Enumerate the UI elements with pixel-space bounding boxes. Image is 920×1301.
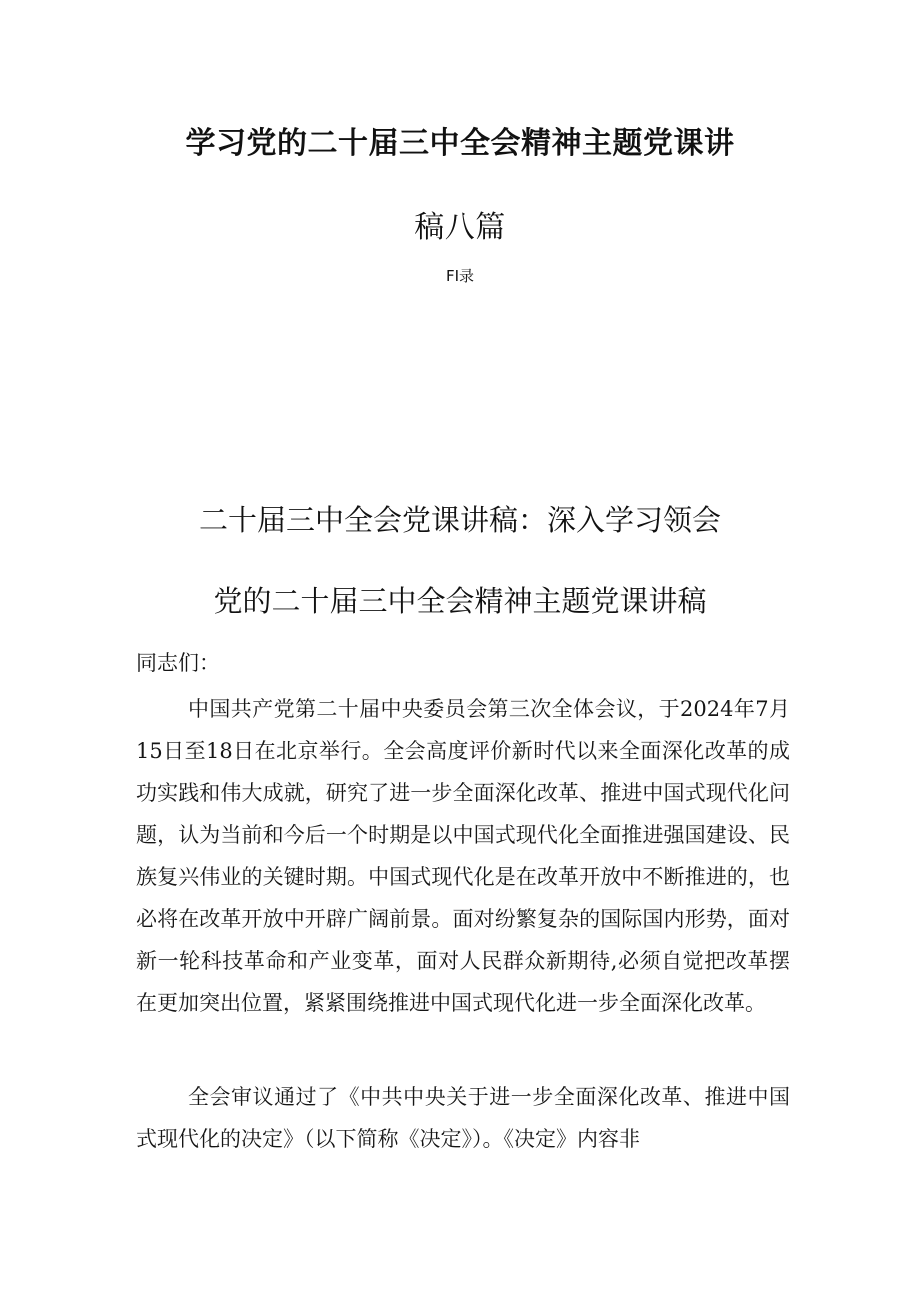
table-of-contents-label: FI录: [445, 267, 475, 285]
document-title-line-2: 稿八篇: [414, 210, 506, 245]
section-title-line-1: 二十届三中全会党课讲稿：深入学习领会: [198, 503, 721, 537]
greeting: 同志们：: [136, 651, 220, 675]
section-title-line-2: 党的二十届三中全会精神主题党课讲稿: [213, 584, 707, 618]
body-paragraph-2: 全会审议通过了《中共中央关于进一步全面深化改革、推进中国式现代化的决定》（以下简称《决定》）。《决定》内容非: [136, 1085, 790, 1151]
document-title-line-1: 学习党的二十届三中全会精神主题党课讲: [185, 126, 735, 161]
body-paragraph-1: 中国共产党第二十届中央委员会第三次全体会议，于2024年7月15日至18日在北京举行。全会高度评价新时代以来全面深化改革的成功实践和伟大成就，研究了进一步全面深化改革、推进中国式现代化问题，认为当前和今后一个时期是以中国式现代化全面推进强国建设、民族复兴伟业的关键时期。中国式现代化是在改革开放中不断推进的，也必将在改革开放中开辟广阔前景。面对纷繁复杂的国际国内形势，面对新一轮科技革命和产业变革，面对人民群众新期待,必须自觉把改革摆在更加突出位置，紧紧围绕推进中国式现代化进一步全面深化改革。: [136, 697, 790, 1015]
